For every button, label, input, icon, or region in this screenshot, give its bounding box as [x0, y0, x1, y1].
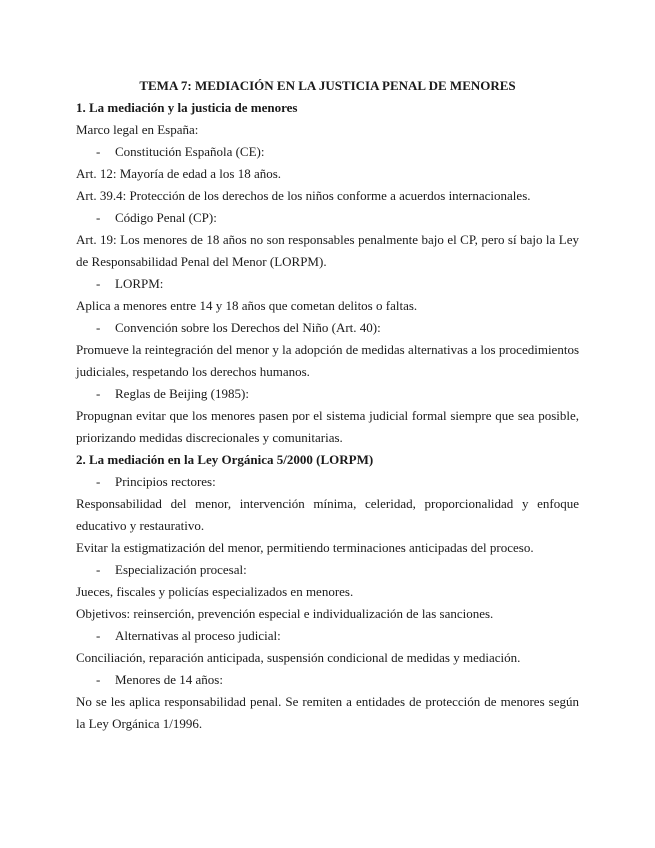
bullet-text: Convención sobre los Derechos del Niño (Art. 40):: [115, 320, 381, 335]
bullet-text: LORPM:: [115, 276, 164, 291]
paragraph-convencion: Promueve la reintegración del menor y la adopción de medidas alternativas a los procedimientos judiciales, respetando los derechos humanos.: [76, 342, 579, 379]
bullet-principios: [76, 471, 579, 493]
paragraph-menores-14: No se les aplica responsabilidad penal. Se remiten a entidades de protección de menores según la Ley Orgánica 1/1996.: [76, 694, 579, 731]
paragraph-objetivos: Objetivos: reinserción, prevención especial e individualización de las sanciones.: [76, 606, 494, 621]
bullet-text: Código Penal (CP):: [115, 210, 217, 225]
bullet-dash: -: [96, 628, 101, 643]
bullet-alternativas: [76, 625, 579, 647]
bullet-text: Menores de 14 años:: [115, 672, 223, 687]
section-1-intro: Marco legal en España:: [76, 122, 199, 137]
bullet-text: Reglas de Beijing (1985):: [115, 386, 249, 401]
bullet-dash: -: [96, 386, 101, 401]
paragraph-lorpm: Aplica a menores entre 14 y 18 años que cometan delitos o faltas.: [76, 298, 418, 313]
paragraph-jueces: Jueces, fiscales y policías especializados en menores.: [76, 584, 354, 599]
bullet-constitucion: [76, 141, 579, 163]
document-title: TEMA 7: MEDIACIÓN EN LA JUSTICIA PENAL DE MENORES: [139, 78, 516, 93]
bullet-text: Alternativas al proceso judicial:: [115, 628, 281, 643]
section-1-heading: 1. La mediación y la justicia de menores: [76, 100, 298, 115]
bullet-dash: -: [96, 562, 101, 577]
document-page: [76, 75, 579, 735]
bullet-dash: -: [96, 276, 101, 291]
bullet-dash: -: [96, 144, 101, 159]
paragraph-art-19: Art. 19: Los menores de 18 años no son responsables penalmente bajo el CP, pero sí bajo la Ley de Responsabilidad Penal del Menor (LORPM).: [76, 232, 579, 269]
bullet-dash: -: [96, 320, 101, 335]
paragraph-art-39: Art. 39.4: Protección de los derechos de los niños conforme a acuerdos internacionales.: [76, 188, 531, 203]
bullet-convencion: [76, 317, 579, 339]
paragraph-beijing: Propugnan evitar que los menores pasen por el sistema judicial formal siempre que sea posible, priorizando medidas discrecionales y comunitarias.: [76, 408, 579, 445]
bullet-codigo-penal: [76, 207, 579, 229]
bullet-beijing: [76, 383, 579, 405]
bullet-text: Especialización procesal:: [115, 562, 247, 577]
bullet-especializacion: [76, 559, 579, 581]
bullet-text: Principios rectores:: [115, 474, 216, 489]
bullet-menores-14: [76, 669, 579, 691]
section-2-heading: 2. La mediación en la Ley Orgánica 5/2000 (LORPM): [76, 452, 374, 467]
bullet-dash: -: [96, 474, 101, 489]
bullet-lorpm: [76, 273, 579, 295]
bullet-dash: -: [96, 672, 101, 687]
paragraph-conciliacion: Conciliación, reparación anticipada, suspensión condicional de medidas y mediación.: [76, 650, 521, 665]
paragraph-estigmatizacion: Evitar la estigmatización del menor, permitiendo terminaciones anticipadas del proceso.: [76, 540, 534, 555]
paragraph-principios: Responsabilidad del menor, intervención mínima, celeridad, proporcionalidad y enfoque educativo y restaurativo.: [76, 496, 579, 533]
bullet-dash: -: [96, 210, 101, 225]
bullet-text: Constitución Española (CE):: [115, 144, 265, 159]
paragraph-art-12: Art. 12: Mayoría de edad a los 18 años.: [76, 166, 282, 181]
